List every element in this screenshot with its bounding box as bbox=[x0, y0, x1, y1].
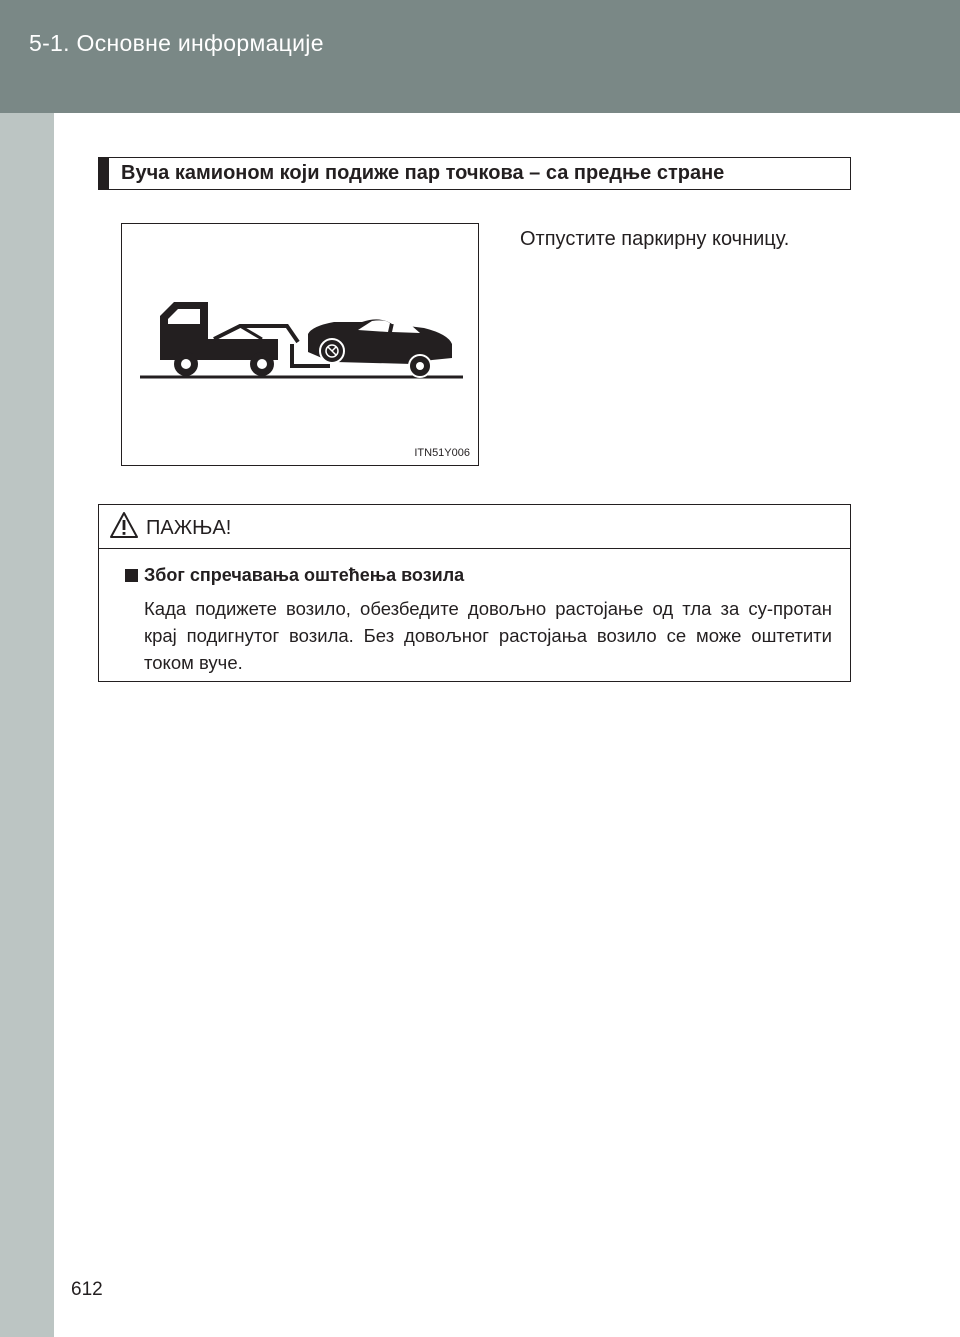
tow-illustration-figure bbox=[121, 223, 479, 466]
figure-code: ITN51Y006 bbox=[414, 447, 470, 459]
topic-heading bbox=[98, 157, 851, 190]
heading-accent-bar bbox=[99, 158, 109, 189]
bullet-square-icon bbox=[125, 569, 138, 582]
instruction-text: Отпустите паркирну кочницу. bbox=[520, 228, 790, 250]
warning-subtitle: Због спречавања оштећења возила bbox=[144, 565, 465, 585]
page-number: 612 bbox=[71, 1279, 103, 1300]
warning-header bbox=[99, 505, 850, 549]
warning-box bbox=[98, 504, 851, 682]
warning-triangle-icon bbox=[109, 511, 139, 539]
warning-title: ПАЖЊА! bbox=[146, 517, 232, 539]
heading-title: Вуча камионом који подиже пар точкова – са предње стране bbox=[121, 162, 725, 184]
side-margin-bar bbox=[0, 0, 54, 1337]
warning-body: Када подижете возило, обезбедите довољно растојање од тла за су-протан крај подигнутог возила. Без довољног растојања возило се може оштетити током вуче. bbox=[144, 598, 832, 673]
tow-truck-illustration bbox=[122, 224, 477, 464]
page-header bbox=[0, 0, 960, 113]
section-title: 5-1. Основне информације bbox=[29, 30, 324, 56]
